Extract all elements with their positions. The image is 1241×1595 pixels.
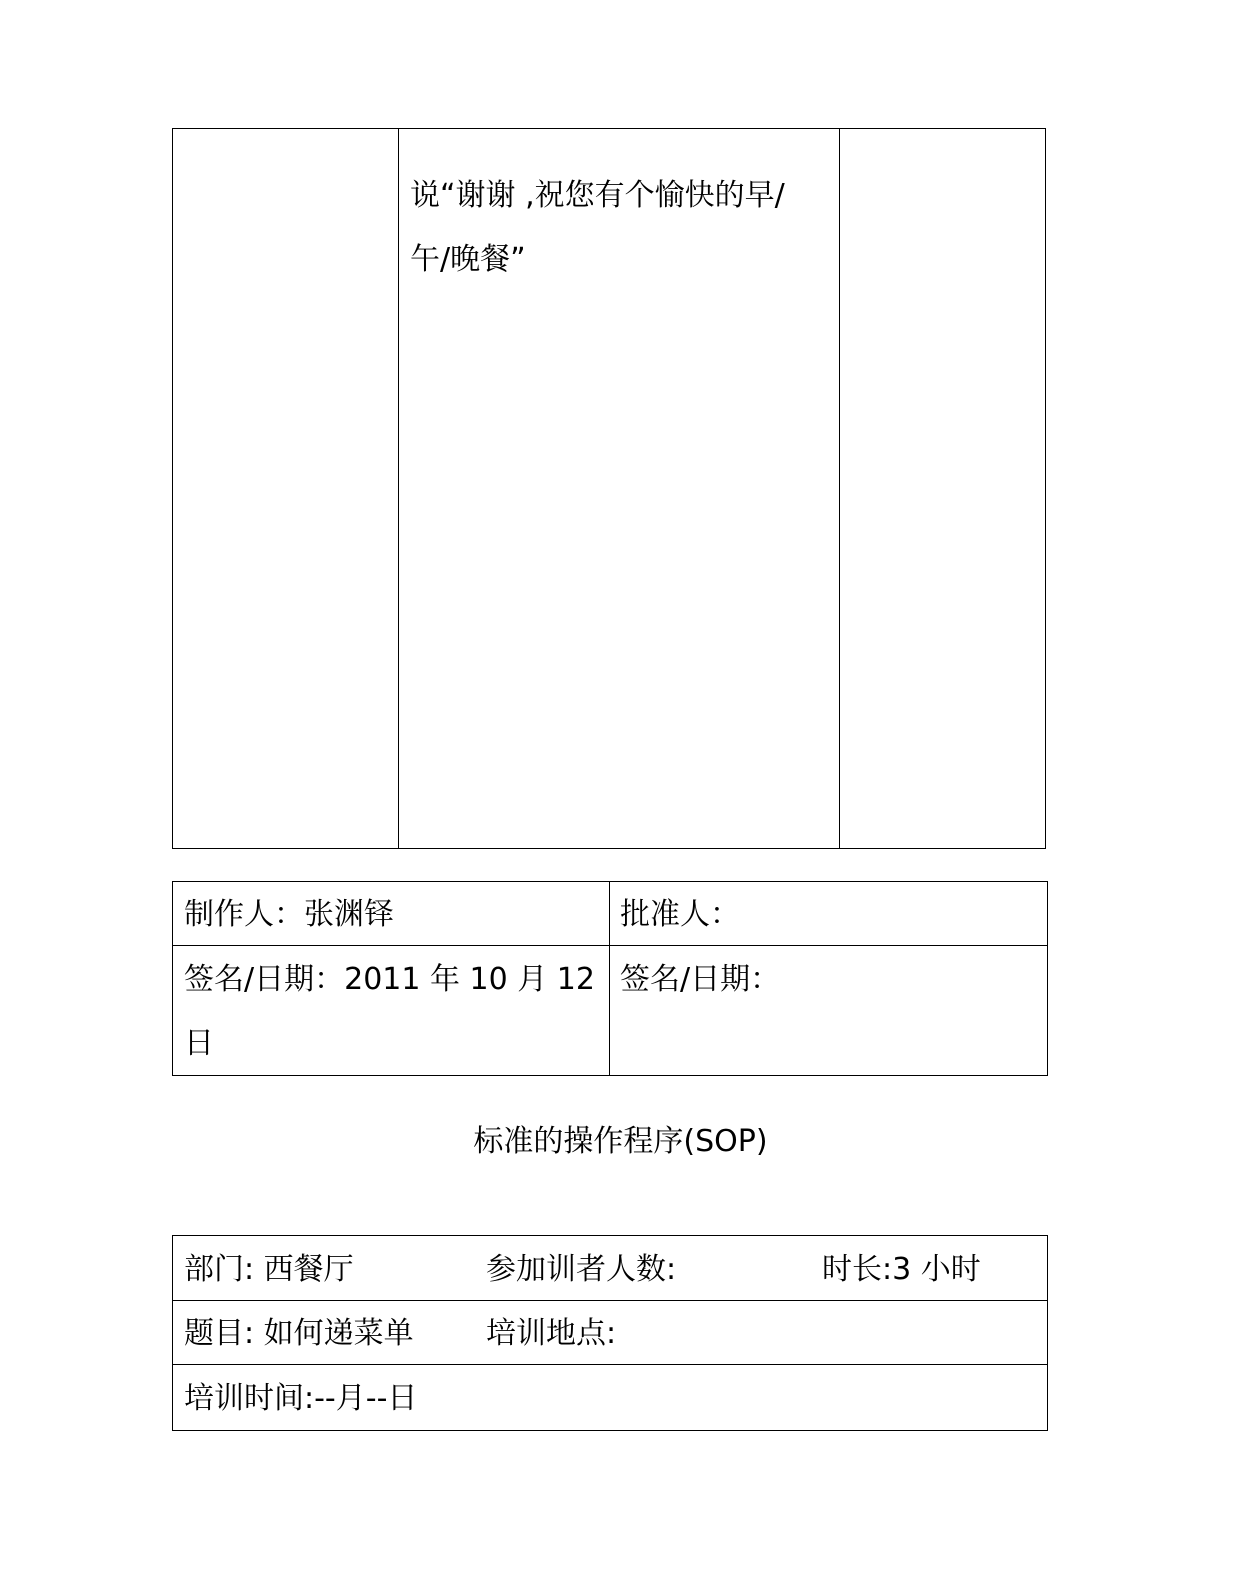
location-field: 培训地点: xyxy=(486,1316,617,1351)
procedure-table-divider-right xyxy=(839,128,840,849)
procedure-table xyxy=(172,128,1046,849)
procedure-step-text-line2: 午/晚餐” xyxy=(410,242,526,277)
duration-field: 时长:3 小时 xyxy=(822,1252,981,1287)
procedure-table-divider-left xyxy=(398,128,399,849)
subject-field: 题目: 如何递菜单 xyxy=(184,1316,414,1351)
maker-field: 制作人：张渊铎 xyxy=(184,897,394,932)
approver-signature-date: 签名/日期： xyxy=(620,962,781,997)
signature-table-divider xyxy=(609,881,610,1076)
maker-signature-date-line1: 签名/日期：2011 年 10 月 12 xyxy=(184,962,595,997)
training-time-field: 培训时间:--月--日 xyxy=(184,1381,418,1416)
approver-field: 批准人： xyxy=(620,897,740,932)
sop-title: 标准的操作程序(SOP) xyxy=(473,1124,768,1159)
department-field: 部门: 西餐厅 xyxy=(184,1252,354,1287)
maker-signature-date-line2: 日 xyxy=(184,1026,214,1061)
procedure-step-text-line1: 说“谢谢 ,祝您有个愉快的早/ xyxy=(410,178,785,213)
participants-field: 参加训者人数: xyxy=(486,1252,677,1287)
